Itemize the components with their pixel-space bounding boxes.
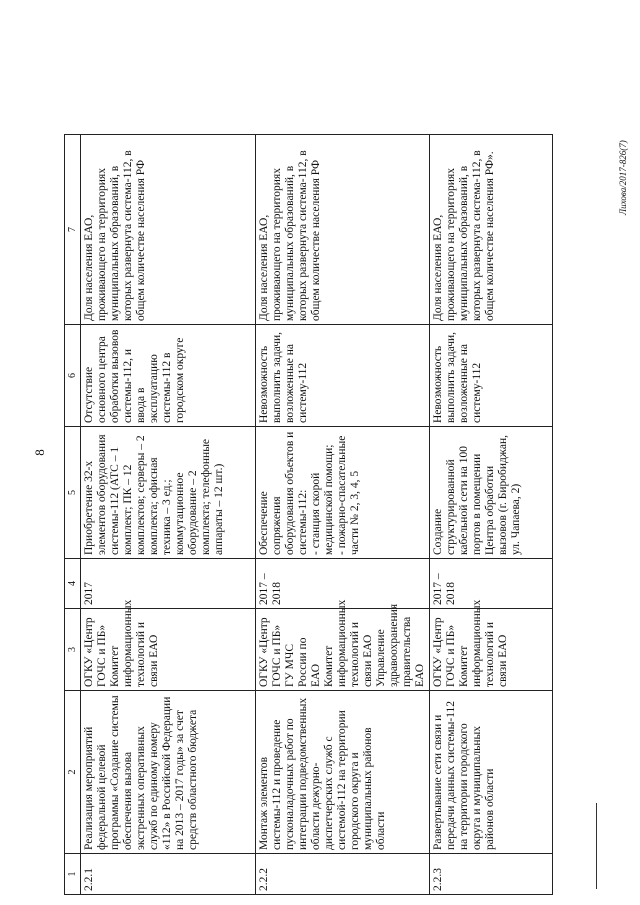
table-row [256,135,430,895]
executor-cell: ОГКУ «Центр ГОЧС и ПБ» Комитет информационных технологий и связи ЕАО [430,609,553,691]
row-number: 2.2.2 [256,854,430,895]
column-number: 4 [65,559,81,609]
result-cell: Приобретение 32-х элементов оборудования системы-112 (АТС – 1 комплект; ПК – 12 комплектов; серверы – 2 комплекта; офисная техника – 3 ед.; коммутационное оборудование – 2 комплекта; телефонные аппараты – 12 шт.) [81,427,256,559]
document-code: Лихова/2017-826(7) [618,140,628,215]
footer-divider [596,803,597,889]
column-number: 2 [65,691,81,854]
program-activities-table [64,134,553,895]
column-number: 7 [65,135,81,325]
consequence-cell: Невозможность выполнить задачи, возложенные на систему-112 [430,325,553,427]
column-number: 5 [65,427,81,559]
indicator-cell: Доля населения ЕАО, проживающего на территориях муниципальных образований, в которых развернута система-112, в общем количестве населения РФ». [430,135,553,325]
term-cell: 2017 – 2018 [430,559,553,609]
activity-cell: Реализация мероприятий федеральной целевой программы «Создание системы обеспечения вызова экстренных оперативных служб по единому номеру «112» в Российской Федерации на 2013 – 2017 годы» за счет средств областного бюджета [81,691,256,854]
term-cell: 2017 [81,559,256,609]
indicator-cell: Доля населения ЕАО, проживающего на территориях муниципальных образований, в которых развернута система-112, в общем количестве населения РФ [81,135,256,325]
column-number: 6 [65,325,81,427]
row-number: 2.2.3 [430,854,553,895]
column-number: 3 [65,609,81,691]
indicator-cell: Доля населения ЕАО, проживающего на территориях муниципальных образований, в которых развернута система-112, в общем количестве населения РФ [256,135,430,325]
page-number: 8 [32,449,47,456]
term-cell: 2017 – 2018 [256,559,430,609]
activity-cell: Развертывание сети связи и передачи данных системы-112 на территории городского округа и муниципальных районов области [430,691,553,854]
consequence-cell: Отсутствие основного центра обработки вызовов системы-112, и ввода в эксплуатацию системы-112 в городском округе [81,325,256,427]
table-row [430,135,553,895]
result-cell: Обеспечение сопряжения оборудования объектов и системы-112: - станция скорой медицинской помощи; - пожарно-спасательные части № 2, 3, 4, 5 [256,427,430,559]
result-cell: Создание структурированной кабельной сети на 100 портов в помещении Центра обработки вызовов (г. Биробиджан, ул. Чапаева, 2) [430,427,553,559]
executor-cell: ОГКУ «Центр ГОЧС и ПБ» Комитет информационных технологий и связи ЕАО [81,609,256,691]
table-row [81,135,256,895]
column-number-row [65,135,81,895]
activity-cell: Монтаж элементов системы-112 и проведение пусконаладочных работ по интеграции подведомственных области дежурно-диспетчерских служб с системой-112 на территории городского округа и муниципальных районов области [256,691,430,854]
executor-cell: ОГКУ «Центр ГОЧС и ПБ» ГУ МЧС России по ЕАО Комитет информационных технологий и связи ЕАО Управление здравоохранения правительства ЕАО [256,609,430,691]
column-number: 1 [65,854,81,895]
consequence-cell: Невозможность выполнить задачи, возложенные на систему-112 [256,325,430,427]
row-number: 2.2.1 [81,854,256,895]
